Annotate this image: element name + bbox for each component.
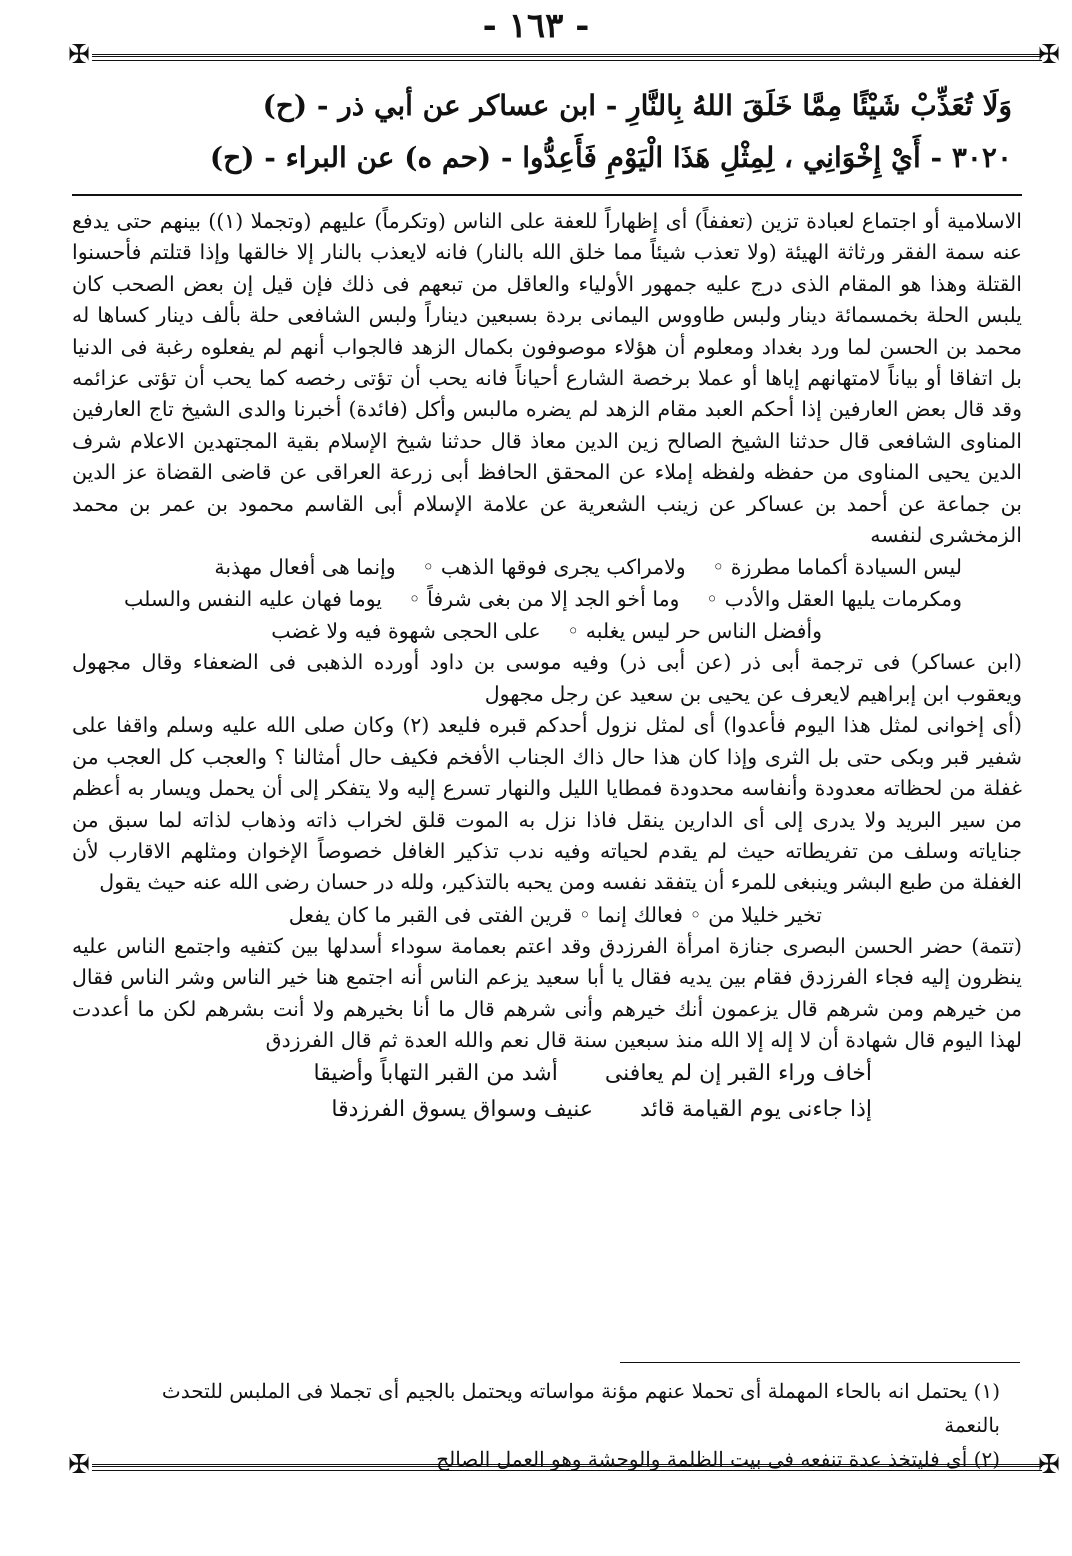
- commentary-paragraph: (ابن عساكر) فى ترجمة أبى ذر (عن أبى ذر) وفيه موسى بن داود أورده الذهبى فى الضعفاء وقال مجهول ويعقوب ابن إبراهيم لايعرف عن يحيى بن سعيد عن رجل مجهول: [72, 650, 1022, 706]
- hemistich: وما أخو الجد إلا من بغى شرفاً ◦: [408, 587, 680, 612]
- poem-verse: [72, 615, 1022, 647]
- hemistich: وأفضل الناس حر ليس يغلبه ◦: [567, 619, 822, 644]
- hadith-line: ٣٠٢٠ - أَيْ إِخْوَانِي ، لِمِثْلِ هَذَا الْيَوْمِ فَأَعِدُّوا - (حم ه) عن البراء - (ح): [209, 141, 1012, 174]
- corner-ornament-icon: ✠: [68, 40, 90, 70]
- commentary: [72, 647, 1022, 898]
- corner-ornament-icon: ✠: [68, 1450, 90, 1480]
- commentary: [72, 206, 1022, 551]
- hemistich: إذا جاءنى يوم القيامة قائد: [640, 1097, 872, 1123]
- page-number: - ١٦٣ -: [482, 6, 590, 46]
- poem-verse: [72, 1092, 1022, 1128]
- commentary-paragraph: الاسلامية أو اجتماع لعبادة تزين (تعففاً) أى إظهاراً للعفة على الناس (وتكرماً) عليهم (وتجملا (١)) بينهم حتى يدفع عنه سمة الفقر ورثاثة الهيئة (ولا تعذب شيئاً مما خلق الله بالنار) فانه لايعذب بالنار إلا خالقها وإذا قتلتم فأحسنوا القتلة وهذا هو المقام الذى درج عليه جمهور الأولياء والعاقل من تبعهم فى ذلك فإن قيل إن بعض الصحب كان يلبس الحلة بخمسمائة دينار ولبس طاووس اليمانى بردة بسبعين ديناراً ولبس الشافعى حلة بألف دينار كساها له محمد بن الحسن لما ورد بغداد ومعلوم أن هؤلاء موصوفون بكمال الزهد فالجواب أنهم لم يفعلوه رغبة فى الدنيا بل اتفاقا أو بياناً لامتهانهم إياها أو عملا برخصة الشارع أحياناً فانه يحب أن تؤتى رخصه كما يحب أن تؤتى عزائمه وقد قال بعض العارفين إذا أحكم العبد مقام الزهد لم يضره مالبس وأكل (فائدة) أخبرنا والدى الشيخ تاج العارفين المناوى الشافعى قال حدثنا الشيخ الصالح زين الدين معاذ قال حدثنا شيخ الإسلام بقية المجتهدين الاعلام شرف الدين يحيى المناوى من حفظه ولفظه إملاء عن المحقق الحافظ أبى زرعة العراقى عن قاضى القضاة عز الدين بن جماعة عن أحمد بن عساكر عن زينب الشعرية عن علامة الإسلام أبى القاسم محمود بن عمر بن محمد الزمخشرى لنفسه: [72, 209, 1022, 548]
- hemistich: ومكرمات يليها العقل والأدب ◦: [705, 587, 962, 612]
- hemistich: ليس السيادة أكماما مطرزة ◦: [712, 555, 962, 580]
- poem-verse: [72, 551, 1022, 583]
- poem-verse: [72, 583, 1022, 615]
- hadith-line: وَلَا تُعَذِّبْ شَيْئًا مِمَّا خَلَقَ اللهُ بِالنَّارِ - ابن عساكر عن أبي ذر - (ح): [262, 89, 1012, 122]
- hemistich: أخاف وراء القبر إن لم يعافنى: [604, 1061, 872, 1087]
- hemistich: ولامراكب يجرى فوقها الذهب ◦: [422, 555, 686, 580]
- footnote-divider: [620, 1362, 1020, 1363]
- page-content: [72, 80, 1022, 1128]
- corner-ornament-icon: ✠: [1038, 40, 1060, 70]
- footnote: (١) يحتمل انه بالحاء المهملة أى تحملا عنهم مؤنة مواساته ويحتمل بالجيم أى تجملا فى الملبس للتحدث بالنعمة: [161, 1379, 1000, 1437]
- commentary-paragraph: (تتمة) حضر الحسن البصرى جنازة امرأة الفرزدق وقد اعتم بعمامة سوداء أسدلها بين كتفيه واجتمع الناس عليه ينظرون إليه فجاء الفرزدق فقام بين يديه فقال يا أبا سعيد يزعم الناس أنه اجتمع هنا خير الناس وشر الناس فقال من خيرهم ومن شرهم قال يزعمون أنك خيرهم وأنى شرهم قال ما أنا بخيرهم ولا أنت بشرهم لكن ما أعددت لهذا اليوم قال شهادة أن لا إله إلا الله منذ سبعين سنة قال نعم والله العدة ثم قال الفرزدق: [72, 933, 1022, 1052]
- poem-verse: [72, 1056, 1022, 1092]
- hemistich: يوما فهان عليه النفس والسلب: [123, 587, 382, 612]
- commentary-paragraph: (أى إخوانى لمثل هذا اليوم فأعدوا) أى لمثل نزول أحدكم قبره فليعد (٢) وكان صلى الله عليه وسلم واقفا على شفير قبر وبكى حتى بل الثرى وإذا كان هذا حال ذاك الجناب الأفخم فكيف حال أمثالنا ؟ والعجب كل العجب من غفلة من لحظاته معدودة وأنفاسه محدودة فمطايا الليل والنهار تسرع إليه ولا يتفكر إلى أن يحمل ويسار به أعظم من سير البريد ولا يدرى إلى أى الدارين ينقل فاذا نزل به الموت قلق لخراب ذاته وذهاب لذاته لما سبق من جناياته وسلف من تفريطاته حيث لم يقدم لحياته وفيه ندب تذكير الغافل خصوصاً الإخوان ومثلهم الاقارب لأن الغفلة من طبع البشر وينبغى للمرء أن يتفقد نفسه ومن يحبه بالتذكير، ولله در حسان رضى الله عنه حيث يقول: [72, 713, 1023, 895]
- frame-top-border: [92, 54, 1042, 61]
- poem-verse: [72, 899, 1022, 931]
- hemistich: عنيف وسواق يسوق الفرزدقا: [331, 1097, 594, 1123]
- hemistich: أشد من القبر التهاباً وأضيقا: [313, 1061, 558, 1087]
- section-divider: [72, 194, 1022, 196]
- hemistich: على الحجى شهوة فيه ولا غضب: [271, 619, 541, 644]
- hemistich: تخير خليلا من ◦ فعالك إنما ◦ قرين الفتى فى القبر ما كان يفعل: [288, 902, 822, 927]
- footnotes: [100, 1374, 1000, 1476]
- footnote: (٢) أى فليتخذ عدة تنفعه فى بيت الظلمة والوحشة وهو العمل الصالح: [436, 1447, 1000, 1471]
- commentary: [72, 931, 1022, 1057]
- corner-ornament-icon: ✠: [1038, 1450, 1060, 1480]
- hemistich: وإنما هى أفعال مهذبة: [214, 555, 396, 580]
